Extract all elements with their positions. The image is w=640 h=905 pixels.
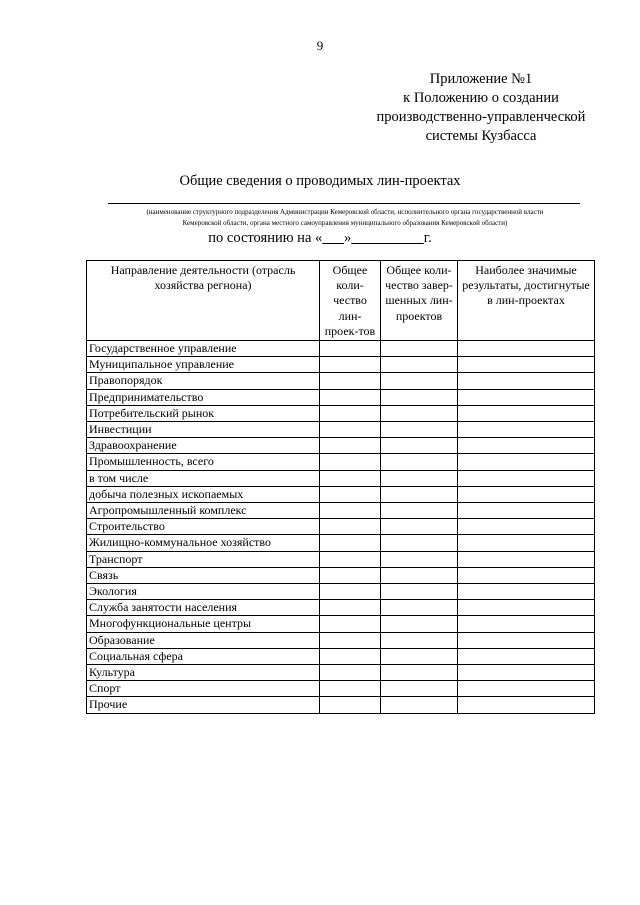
status-prefix: по состоянию на « [208, 230, 323, 246]
table-row [87, 665, 595, 681]
completed-projects-cell[interactable] [381, 584, 458, 600]
results-cell[interactable] [458, 486, 595, 502]
total-projects-cell[interactable] [320, 648, 381, 664]
appendix-line-4: системы Кузбасса [425, 128, 537, 144]
table-row [87, 584, 595, 600]
row-label: добыча полезных ископаемых [87, 486, 320, 502]
row-label: Многофункциональные центры [87, 616, 320, 632]
appendix-header [350, 70, 612, 146]
header-completed-projects: Общее коли-чество завер-шенных лин-проектов [381, 261, 458, 341]
row-label: Строительство [87, 519, 320, 535]
row-label: Агропромышленный комплекс [87, 503, 320, 519]
total-projects-cell[interactable] [320, 422, 381, 438]
completed-projects-cell[interactable] [381, 389, 458, 405]
total-projects-cell[interactable] [320, 389, 381, 405]
results-cell[interactable] [458, 567, 595, 583]
results-cell[interactable] [458, 454, 595, 470]
results-cell[interactable] [458, 519, 595, 535]
completed-projects-cell[interactable] [381, 503, 458, 519]
document-title: Общие сведения о проводимых лин-проектах [179, 173, 461, 189]
table-row [87, 341, 595, 357]
table-row [87, 470, 595, 486]
total-projects-cell[interactable] [320, 535, 381, 551]
total-projects-cell[interactable] [320, 600, 381, 616]
table-row [87, 648, 595, 664]
header-direction: Направление деятельности (отрасль хозяйства регнона) [87, 261, 320, 341]
table-row [87, 567, 595, 583]
total-projects-cell[interactable] [320, 454, 381, 470]
row-label: Муниципальное управление [87, 357, 320, 373]
results-cell[interactable] [458, 341, 595, 357]
table-row [87, 600, 595, 616]
completed-projects-cell[interactable] [381, 470, 458, 486]
total-projects-cell[interactable] [320, 405, 381, 421]
results-cell[interactable] [458, 600, 595, 616]
table-row [87, 632, 595, 648]
row-label: Правопорядок [87, 373, 320, 389]
results-cell[interactable] [458, 697, 595, 713]
results-cell[interactable] [458, 357, 595, 373]
table-header-row [87, 261, 595, 341]
organization-caption [90, 207, 600, 229]
header-results: Наиболее значимые результаты, достигнутые в лин-проектах [458, 261, 595, 341]
total-projects-cell[interactable] [320, 584, 381, 600]
row-label: Транспорт [87, 551, 320, 567]
results-cell[interactable] [458, 648, 595, 664]
month-year-blank [351, 230, 424, 246]
table-row [87, 373, 595, 389]
row-label: Потребительский рынок [87, 405, 320, 421]
table-row [87, 405, 595, 421]
results-cell[interactable] [458, 616, 595, 632]
results-cell[interactable] [458, 470, 595, 486]
completed-projects-cell[interactable] [381, 632, 458, 648]
table-row [87, 535, 595, 551]
row-label: Экология [87, 584, 320, 600]
results-cell[interactable] [458, 503, 595, 519]
row-label: Социальная сфера [87, 648, 320, 664]
row-label: Здравоохранение [87, 438, 320, 454]
completed-projects-cell[interactable] [381, 486, 458, 502]
total-projects-cell[interactable] [320, 486, 381, 502]
row-label: Служба занятости населения [87, 600, 320, 616]
appendix-line-1: Приложение №1 [429, 71, 533, 87]
total-projects-cell[interactable] [320, 697, 381, 713]
row-label: в том числе [87, 470, 320, 486]
caption-line-1: (наименование структурного подразделения Администрации Кемеровской области, исполнительного органа государственной власти [146, 208, 544, 216]
row-label: Государственное управление [87, 341, 320, 357]
row-label: Образование [87, 632, 320, 648]
row-label: Предпринимательство [87, 389, 320, 405]
total-projects-cell[interactable] [320, 503, 381, 519]
results-cell[interactable] [458, 405, 595, 421]
completed-projects-cell[interactable] [381, 535, 458, 551]
total-projects-cell[interactable] [320, 665, 381, 681]
row-label: Связь [87, 567, 320, 583]
total-projects-cell[interactable] [320, 341, 381, 357]
row-label: Жилищно-коммунальное хозяйство [87, 535, 320, 551]
results-cell[interactable] [458, 632, 595, 648]
total-projects-cell[interactable] [320, 632, 381, 648]
results-cell[interactable] [458, 681, 595, 697]
total-projects-cell[interactable] [320, 373, 381, 389]
row-label: Культура [87, 665, 320, 681]
results-cell[interactable] [458, 535, 595, 551]
row-label: Промышленность, всего [87, 454, 320, 470]
completed-projects-cell[interactable] [381, 405, 458, 421]
total-projects-cell[interactable] [320, 567, 381, 583]
completed-projects-cell[interactable] [381, 567, 458, 583]
results-cell[interactable] [458, 373, 595, 389]
status-suffix: г. [423, 230, 432, 246]
table-row [87, 357, 595, 373]
table-row [87, 486, 595, 502]
table-row [87, 454, 595, 470]
table-row [87, 389, 595, 405]
table-row [87, 681, 595, 697]
status-date-line [0, 230, 640, 247]
row-label: Инвестиции [87, 422, 320, 438]
appendix-line-3: производственно-управленческой [376, 109, 586, 125]
total-projects-cell[interactable] [320, 616, 381, 632]
results-cell[interactable] [458, 389, 595, 405]
completed-projects-cell[interactable] [381, 648, 458, 664]
results-cell[interactable] [458, 551, 595, 567]
total-projects-cell[interactable] [320, 519, 381, 535]
completed-projects-cell[interactable] [381, 616, 458, 632]
row-label: Прочие [87, 697, 320, 713]
table-row [87, 519, 595, 535]
completed-projects-cell[interactable] [381, 551, 458, 567]
completed-projects-cell[interactable] [381, 438, 458, 454]
table-row [87, 422, 595, 438]
table-row [87, 438, 595, 454]
completed-projects-cell[interactable] [381, 373, 458, 389]
table-row [87, 551, 595, 567]
results-cell[interactable] [458, 438, 595, 454]
table-row [87, 616, 595, 632]
completed-projects-cell[interactable] [381, 357, 458, 373]
completed-projects-cell[interactable] [381, 454, 458, 470]
total-projects-cell[interactable] [320, 681, 381, 697]
appendix-line-2: к Положению о создании [403, 90, 559, 106]
results-cell[interactable] [458, 422, 595, 438]
completed-projects-cell[interactable] [381, 681, 458, 697]
table-row [87, 697, 595, 713]
completed-projects-cell[interactable] [381, 665, 458, 681]
caption-line-2: Кемеровской области, органа местного самоуправления муниципального образования Кемеровской области) [182, 219, 508, 227]
completed-projects-cell[interactable] [381, 697, 458, 713]
total-projects-cell[interactable] [320, 357, 381, 373]
page-number: 9 [316, 38, 324, 53]
status-middle: » [344, 230, 352, 246]
organization-name-line [108, 203, 580, 204]
completed-projects-cell[interactable] [381, 422, 458, 438]
completed-projects-cell[interactable] [381, 341, 458, 357]
total-projects-cell[interactable] [320, 470, 381, 486]
table-row [87, 503, 595, 519]
header-total-projects: Общее коли-чество лин-проек-тов [320, 261, 381, 341]
completed-projects-cell[interactable] [381, 519, 458, 535]
completed-projects-cell[interactable] [381, 600, 458, 616]
row-label: Спорт [87, 681, 320, 697]
day-blank [322, 230, 344, 246]
results-cell[interactable] [458, 584, 595, 600]
lean-projects-table [86, 260, 595, 714]
results-cell[interactable] [458, 665, 595, 681]
total-projects-cell[interactable] [320, 551, 381, 567]
total-projects-cell[interactable] [320, 438, 381, 454]
